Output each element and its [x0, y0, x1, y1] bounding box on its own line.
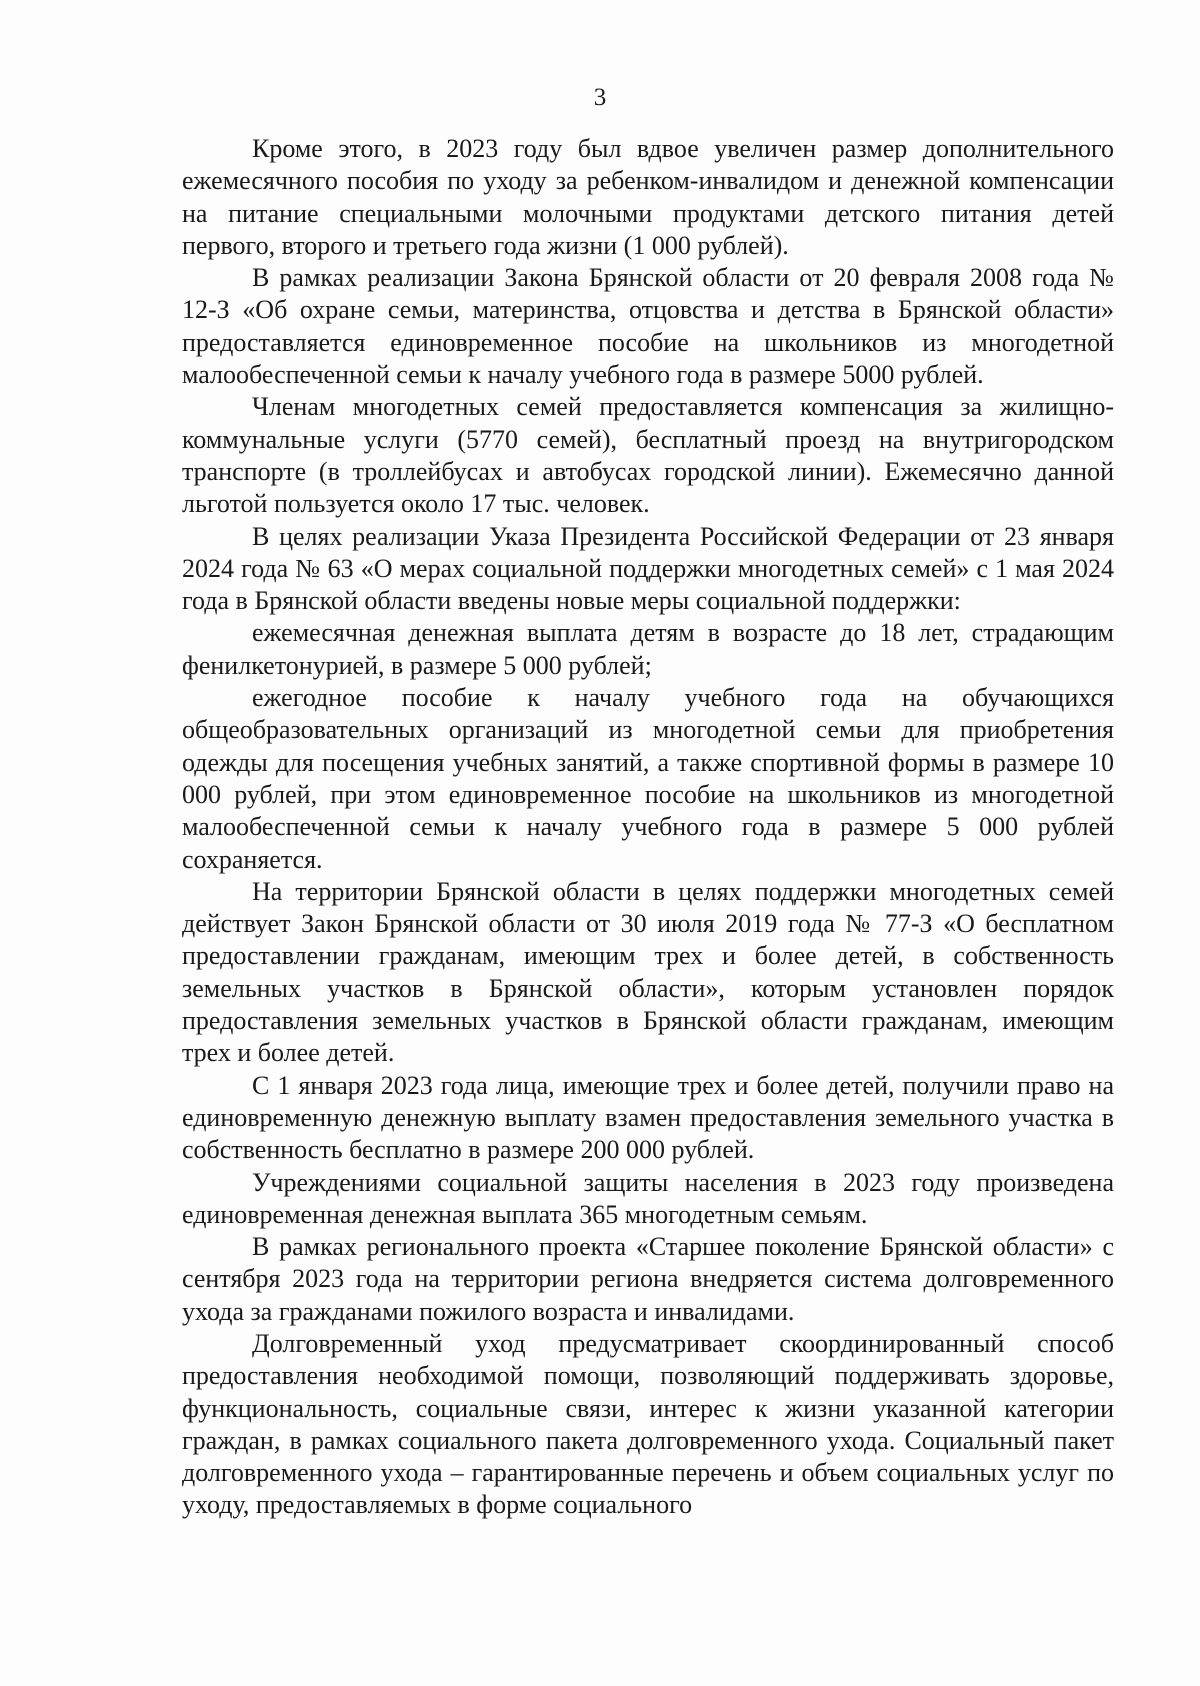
paragraph: Членам многодетных семей предоставляется компенсация за жилищно-коммунальные услуги (5770 семей), бесплатный проезд на внутригородском транспорте (в троллейбусах и автобусах городской линии). Ежемесячно данной льготой пользуется около 17 тыс. человек.	[182, 392, 1114, 519]
paragraph: С 1 января 2023 года лица, имеющие трех и более детей, получили право на единовременную денежную выплату взамен предоставления земельного участка в собственность бесплатно в размере 200 000 рублей.	[182, 1070, 1114, 1165]
paragraph: В рамках регионального проекта «Старшее поколение Брянской области» с сентября 2023 года на территории региона внедряется система долговременного ухода за гражданами пожилого возраста и инвалидами.	[182, 1232, 1114, 1326]
paragraph: В рамках реализации Закона Брянской области от 20 февраля 2008 года № 12-З «Об охране семьи, материнства, отцовства и детства в Брянской области» предоставляется единовременное пособие на школьников из многодетной малообеспеченной семьи к началу учебного года в размере 5000 рублей.	[182, 263, 1114, 390]
page-number: 3	[593, 84, 607, 111]
paragraph: Долговременный уход предусматривает скоординированный способ предоставления необходимой помощи, позволяющий поддерживать здоровье, функциональность, социальные связи, интерес к жизни указанной категории граждан, в рамках социального пакета долговременного ухода. Социальный пакет долговременного ухода – гарантированные перечень и объем социальных услуг по уходу, предоставляемых в форме социального	[182, 1328, 1114, 1520]
paragraph: В целях реализации Указа Президента Российской Федерации от 23 января 2024 года № 63 «О мерах социальной поддержки многодетных семей» с 1 мая 2024 года в Брянской области введены новые меры социальной поддержки:	[182, 521, 1114, 616]
paragraph: Кроме этого, в 2023 году был вдвое увеличен размер дополнительного ежемесячного пособия по уходу за ребенком-инвалидом и денежной компенсации на питание специальными молочными продуктами детского питания детей первого, второго и третьего года жизни (1 000 рублей).	[182, 134, 1114, 260]
paragraph: Учреждениями социальной защиты населения в 2023 году произведена единовременная денежная выплата 365 многодетным семьям.	[182, 1167, 1114, 1229]
paragraph: На территории Брянской области в целях поддержки многодетных семей действует Закон Брянской области от 30 июля 2019 года № 77-З «О бесплатном предоставлении гражданам, имеющим трех и более детей, в собственность земельных участков в Брянской области», которым установлен порядок предоставления земельных участков в Брянской области гражданам, имеющим трех и более детей.	[182, 876, 1114, 1068]
paragraph: ежемесячная денежная выплата детям в возрасте до 18 лет, страдающим фенилкетонурией, в размере 5 000 рублей;	[182, 618, 1114, 680]
document-body	[182, 133, 1114, 1522]
paragraph: ежегодное пособие к началу учебного года на обучающихся общеобразовательных организаций из многодетной семьи для приобретения одежды для посещения учебных занятий, а также спортивной формы в размере 10 000 рублей, при этом единовременное пособие на школьников из многодетной малообеспеченной семьи к началу учебного года в размере 5 000 рублей сохраняется.	[182, 683, 1114, 874]
